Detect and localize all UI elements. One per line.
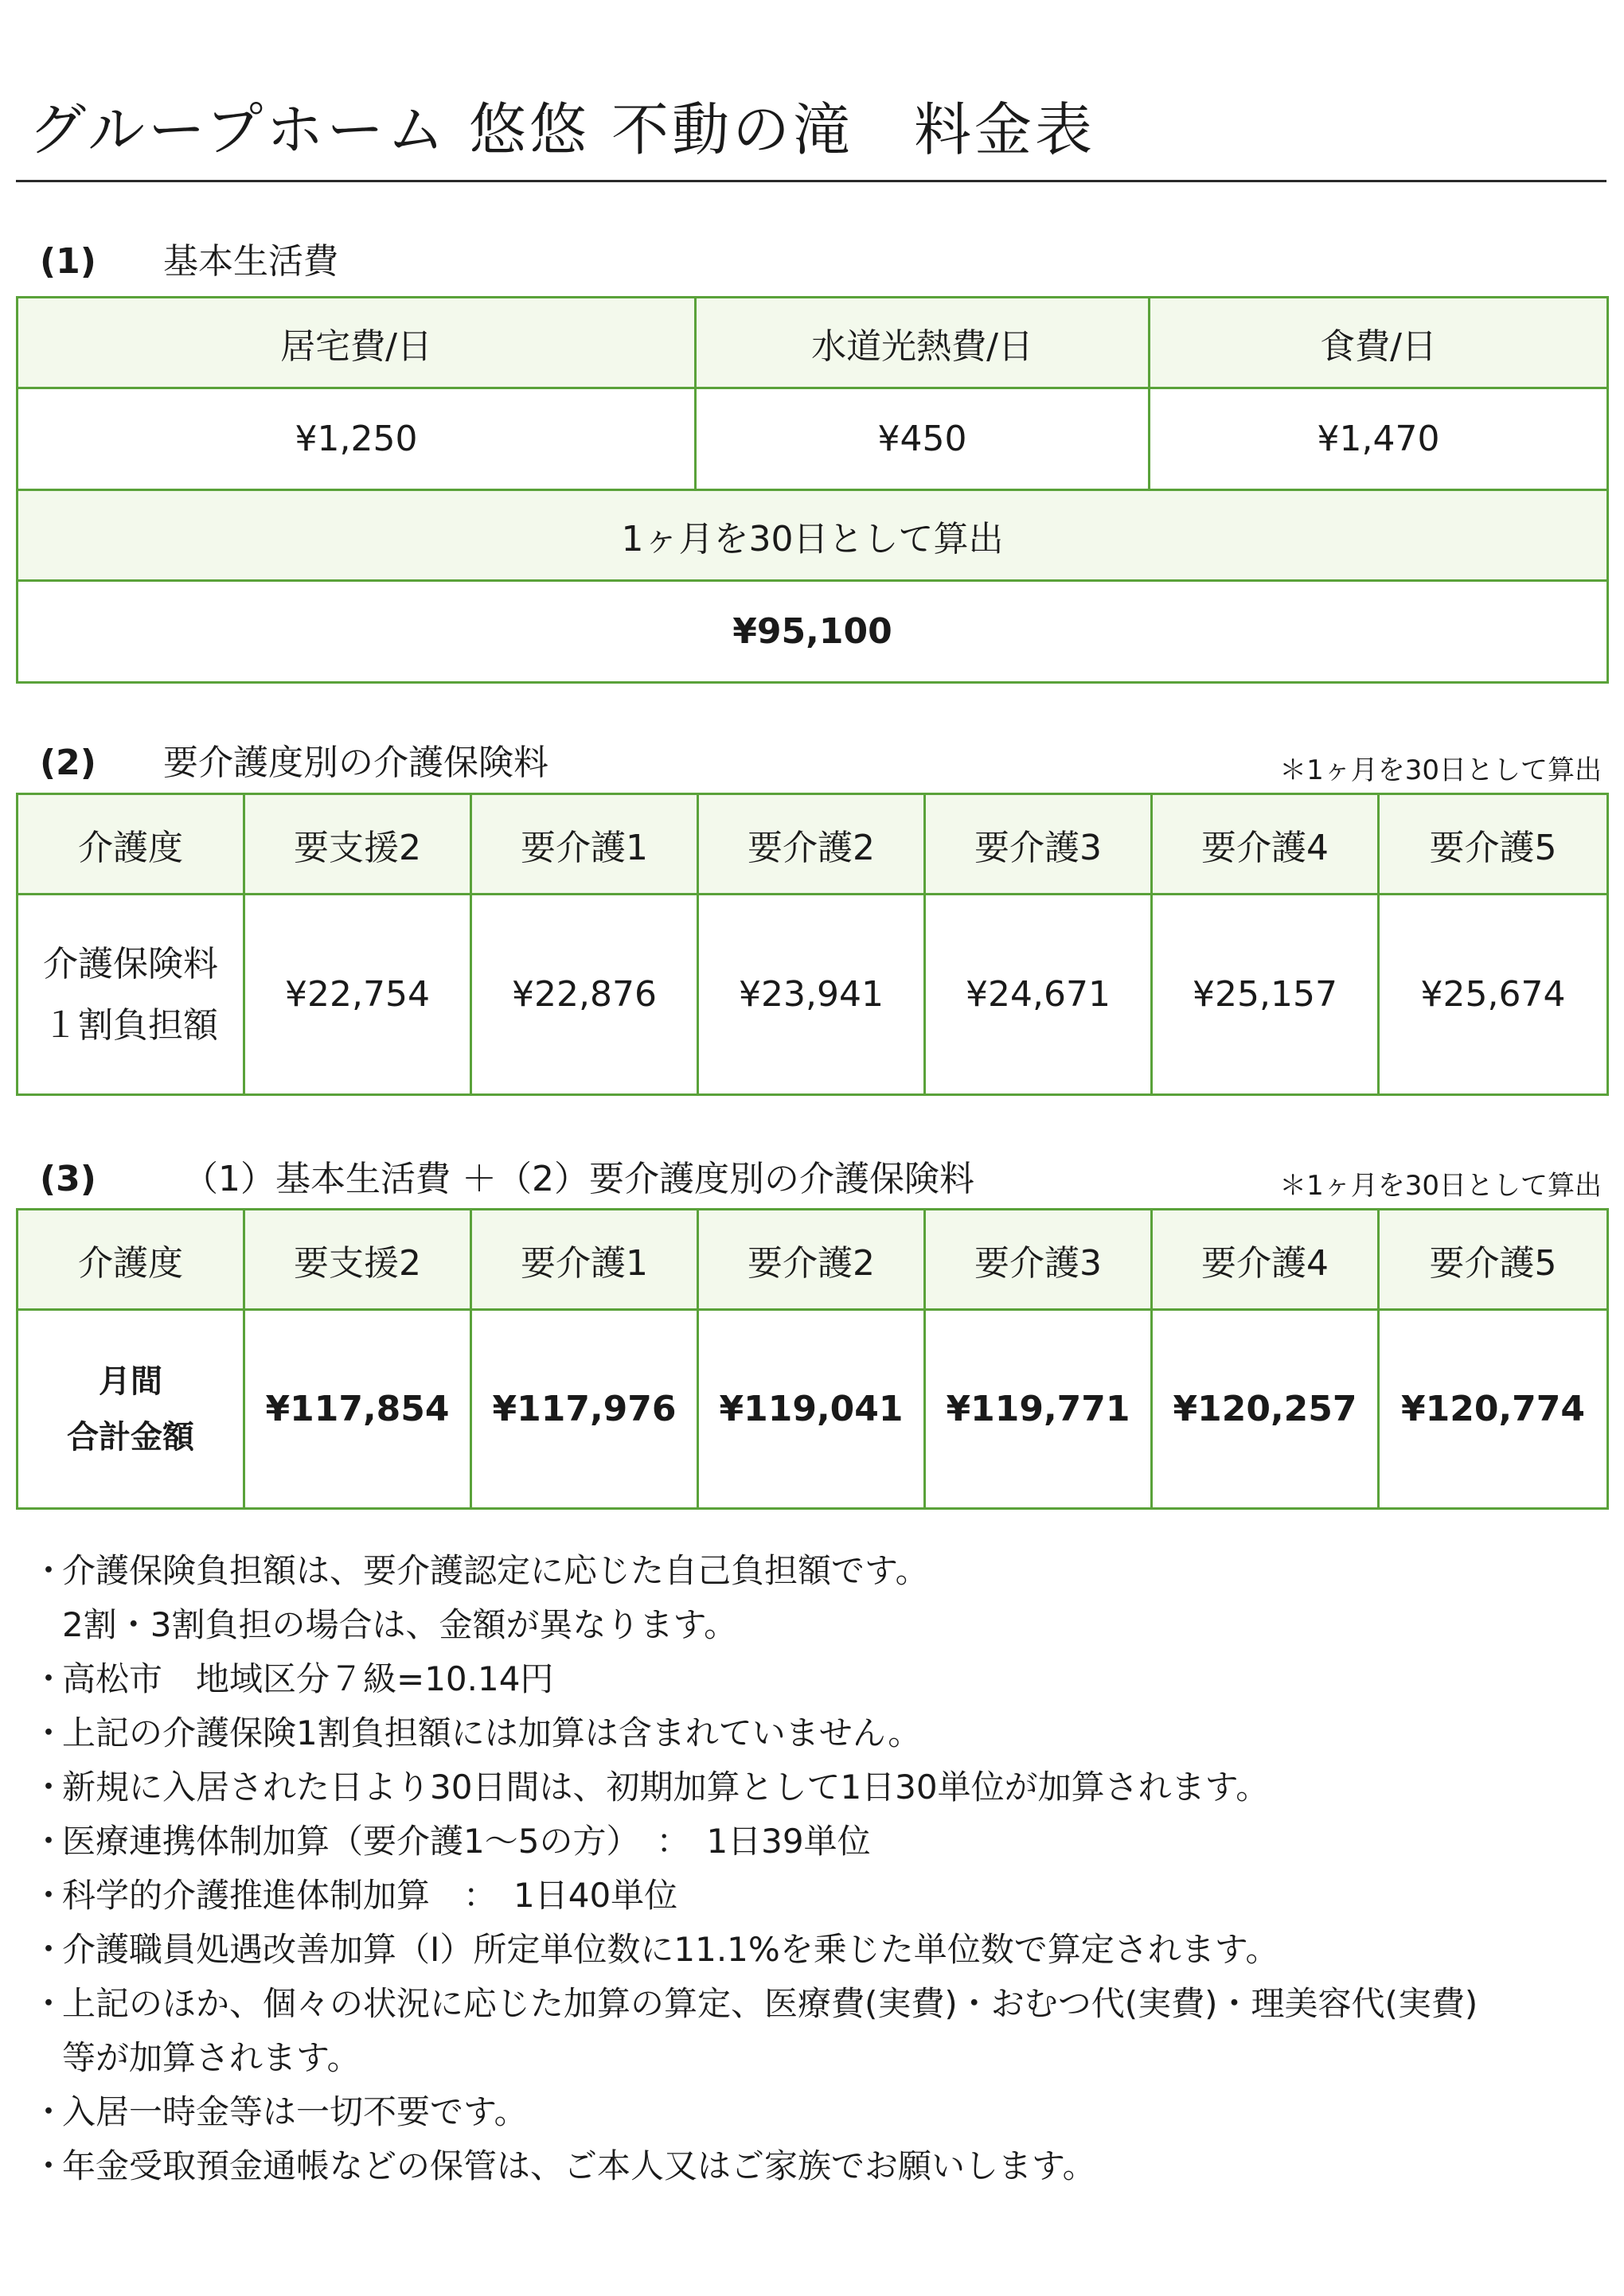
section2-note: ＊1ヶ月を30日として算出	[1279, 754, 1602, 786]
row-label-line2: １割負担額	[43, 1004, 218, 1046]
section2-title: 要介護度別の介護保険料	[163, 743, 548, 783]
care-insurance-table	[16, 793, 1609, 1096]
header-cell: 要介護5	[1379, 794, 1608, 895]
list-item	[32, 2085, 1608, 2139]
header-cell: 介護度	[18, 1210, 244, 1310]
header-cell: 要介護4	[1152, 1210, 1379, 1310]
table-row	[18, 388, 1608, 490]
row-label-line1: 介護保険料	[43, 943, 218, 984]
section3-title: （1）基本生活費 ＋（2）要介護度別の介護保険料	[183, 1159, 974, 1199]
section2-heading	[40, 734, 548, 785]
list-item	[32, 1760, 1608, 1815]
note-line: 高松市 地域区分７級=10.14円	[62, 1659, 554, 1698]
note-line: 介護職員処遇改善加算（Ⅰ）所定単位数に11.1%を乗じた単位数で算定されます。	[62, 1930, 1279, 1969]
header-cell: 要支援2	[244, 794, 471, 895]
bullet: ・	[32, 1551, 66, 1590]
value-cell: ¥22,754	[244, 895, 471, 1095]
list-item	[32, 1977, 1608, 2085]
note-line: 2割・3割負担の場合は、金額が異なります。	[62, 1605, 738, 1644]
section2-number: (2)	[40, 743, 96, 783]
note-line: 等が加算されます。	[62, 2038, 361, 2077]
title-divider	[16, 180, 1606, 182]
header-cell: 要介護5	[1379, 1210, 1608, 1310]
list-item	[32, 1544, 1608, 1652]
bullet: ・	[32, 1768, 66, 1807]
note-line: 医療連携体制加算（要介護1～5の方） ： 1日39単位	[62, 1822, 871, 1861]
row-label-cell	[18, 895, 244, 1095]
value-cell: ¥450	[696, 388, 1150, 490]
value-cell: ¥120,774	[1379, 1310, 1608, 1509]
section1-heading	[40, 232, 338, 283]
value-cell: ¥23,941	[698, 895, 925, 1095]
value-cell: ¥22,876	[471, 895, 698, 1095]
table-row	[18, 794, 1608, 895]
value-cell: ¥119,041	[698, 1310, 925, 1509]
value-cell: ¥1,470	[1150, 388, 1608, 490]
table-row	[18, 1210, 1608, 1310]
section3-note: ＊1ヶ月を30日として算出	[1279, 1170, 1602, 1202]
header-cell: 食費/日	[1150, 298, 1608, 388]
page-title: グループホーム 悠悠 不動の滝 料金表	[29, 96, 1096, 163]
monthly-total-cell: ¥95,100	[18, 581, 1608, 683]
value-cell: ¥25,157	[1152, 895, 1379, 1095]
note-line: 上記の介護保険1割負担額には加算は含まれていません。	[62, 1713, 922, 1752]
list-item	[32, 2139, 1608, 2193]
section1-number: (1)	[40, 241, 96, 282]
section3-heading	[40, 1150, 974, 1201]
bullet: ・	[32, 2092, 66, 2131]
header-cell: 水道光熱費/日	[696, 298, 1150, 388]
header-cell: 要介護3	[925, 1210, 1152, 1310]
note-line: 年金受取預金通帳などの保管は、ご本人又はご家族でお願いします。	[62, 2146, 1096, 2185]
value-cell: ¥117,854	[244, 1310, 471, 1509]
header-cell: 要介護1	[471, 1210, 698, 1310]
note-line: 上記のほか、個々の状況に応じた加算の算定、医療費(実費)・おむつ代(実費)・理美容代(実費)	[62, 1984, 1478, 2023]
header-cell: 居宅費/日	[18, 298, 696, 388]
header-cell: 要支援2	[244, 1210, 471, 1310]
note-line: 介護保険負担額は、要介護認定に応じた自己負担額です。	[62, 1551, 929, 1590]
value-cell: ¥24,671	[925, 895, 1152, 1095]
bullet: ・	[32, 2146, 66, 2185]
bullet: ・	[32, 1984, 66, 2023]
section3-number: (3)	[40, 1159, 96, 1199]
note-line: 入居一時金等は一切不要です。	[62, 2092, 528, 2131]
basic-living-cost-table	[16, 296, 1609, 684]
list-item	[32, 1923, 1608, 1977]
header-cell: 要介護1	[471, 794, 698, 895]
bullet: ・	[32, 1930, 66, 1969]
value-cell: ¥117,976	[471, 1310, 698, 1509]
table-row	[18, 490, 1608, 581]
bullet: ・	[32, 1659, 66, 1698]
section1-title: 基本生活費	[163, 241, 338, 282]
list-item	[32, 1706, 1608, 1760]
table-row	[18, 1310, 1608, 1509]
table-row	[18, 581, 1608, 683]
header-cell: 介護度	[18, 794, 244, 895]
value-cell: ¥25,674	[1379, 895, 1608, 1095]
note-line: 新規に入居された日より30日間は、初期加算として1日30単位が加算されます。	[62, 1768, 1270, 1807]
table-row	[18, 895, 1608, 1095]
bullet: ・	[32, 1822, 66, 1861]
header-cell: 要介護4	[1152, 794, 1379, 895]
note-line: 科学的介護推進体制加算 ： 1日40単位	[62, 1876, 678, 1915]
monthly-total-table	[16, 1208, 1609, 1510]
bullet: ・	[32, 1876, 66, 1915]
bullet: ・	[32, 1713, 66, 1752]
list-item	[32, 1869, 1608, 1923]
header-cell: 要介護3	[925, 794, 1152, 895]
header-cell: 要介護2	[698, 1210, 925, 1310]
value-cell: ¥120,257	[1152, 1310, 1379, 1509]
calc-note-cell: 1ヶ月を30日として算出	[18, 490, 1608, 581]
notes-list	[32, 1544, 1608, 2193]
list-item	[32, 1652, 1608, 1706]
row-label-cell	[18, 1310, 244, 1509]
header-cell: 要介護2	[698, 794, 925, 895]
value-cell: ¥119,771	[925, 1310, 1152, 1509]
row-label-line2: 合計金額	[67, 1418, 194, 1456]
row-label-line1: 月間	[99, 1362, 162, 1400]
value-cell: ¥1,250	[18, 388, 696, 490]
list-item	[32, 1815, 1608, 1869]
table-row	[18, 298, 1608, 388]
